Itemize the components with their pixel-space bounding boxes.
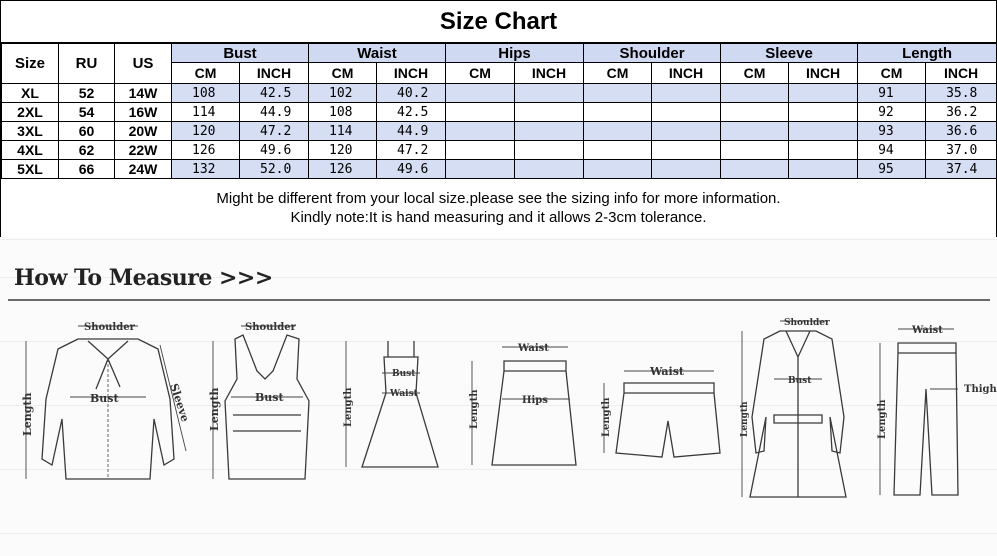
unit-cm: CM (446, 63, 515, 84)
unit-inch: INCH (515, 63, 584, 84)
cell-sleeve-in (789, 103, 858, 122)
cell-ru: 54 (59, 103, 115, 122)
shoulder-label: Shoulder (245, 322, 296, 333)
cell-bust-in: 44.9 (240, 103, 309, 122)
cell-shoulder-in (652, 122, 721, 141)
unit-inch: INCH (926, 63, 997, 84)
cell-bust-cm: 114 (172, 103, 240, 122)
cell-us: 22W (115, 141, 172, 160)
note-line: Might be different from your local size.please see the sizing info for more information. (216, 190, 781, 207)
cell-hips-in (515, 103, 584, 122)
header-hips: Hips (446, 44, 584, 63)
header-shoulder: Shoulder (584, 44, 721, 63)
cell-length-in: 37.0 (926, 141, 997, 160)
table-row (2, 103, 997, 122)
cell-hips-cm (446, 141, 515, 160)
shoulder-label: Shoulder (784, 318, 830, 328)
cell-size: XL (2, 84, 59, 103)
unit-cm: CM (172, 63, 240, 84)
bust-label: Bust (255, 391, 284, 404)
sleeve-label: Sleeve (167, 381, 192, 424)
cell-bust-in: 52.0 (240, 160, 309, 179)
cell-sleeve-cm (721, 122, 789, 141)
header-sleeve: Sleeve (721, 44, 858, 63)
cell-sleeve-cm (721, 141, 789, 160)
cell-shoulder-in (652, 141, 721, 160)
unit-inch: INCH (377, 63, 446, 84)
length-label: Length (877, 399, 888, 439)
cell-length-cm: 93 (858, 122, 926, 141)
waist-label: Waist (912, 325, 943, 336)
cell-waist-cm: 114 (309, 122, 377, 141)
length-label: Length (208, 387, 221, 431)
blouse-diagram (18, 319, 193, 489)
table-body (2, 84, 997, 179)
header-us: US (115, 44, 172, 84)
unit-cm: CM (309, 63, 377, 84)
cell-sleeve-cm (721, 103, 789, 122)
thigh-label: Thigh (964, 384, 997, 395)
unit-inch: INCH (240, 63, 309, 84)
cell-waist-in: 40.2 (377, 84, 446, 103)
cell-bust-cm: 108 (172, 84, 240, 103)
cell-length-cm: 95 (858, 160, 926, 179)
waist-label: Waist (518, 343, 549, 354)
cell-hips-cm (446, 122, 515, 141)
cell-shoulder-cm (584, 103, 652, 122)
table-row (2, 84, 997, 103)
cell-length-cm: 91 (858, 84, 926, 103)
hips-label: Hips (522, 395, 548, 406)
length-label: Length (740, 401, 750, 437)
unit-cm: CM (858, 63, 926, 84)
bust-label: Bust (788, 376, 812, 386)
cell-length-cm: 92 (858, 103, 926, 122)
cell-shoulder-cm (584, 160, 652, 179)
size-table (1, 43, 997, 179)
cell-hips-cm (446, 84, 515, 103)
cell-us: 14W (115, 84, 172, 103)
cell-size: 3XL (2, 122, 59, 141)
cell-waist-cm: 126 (309, 160, 377, 179)
cell-sleeve-cm (721, 160, 789, 179)
table-row (2, 122, 997, 141)
note-line: Kindly note:It is hand measuring and it allows 2-3cm tolerance. (290, 209, 707, 226)
header-ru: RU (59, 44, 115, 84)
cell-bust-cm: 120 (172, 122, 240, 141)
pants-diagram (868, 319, 997, 503)
dress-diagram (338, 335, 448, 485)
cell-sleeve-in (789, 160, 858, 179)
cell-shoulder-cm (584, 122, 652, 141)
cell-hips-cm (446, 160, 515, 179)
tank-top-diagram (205, 319, 330, 489)
cell-waist-cm: 108 (309, 103, 377, 122)
cell-hips-in (515, 141, 584, 160)
cell-shoulder-in (652, 84, 721, 103)
cell-size: 2XL (2, 103, 59, 122)
cell-hips-cm (446, 103, 515, 122)
cell-sleeve-in (789, 141, 858, 160)
cell-size: 4XL (2, 141, 59, 160)
cell-length-in: 37.4 (926, 160, 997, 179)
waist-label: Waist (390, 389, 418, 399)
cell-bust-in: 49.6 (240, 141, 309, 160)
length-label: Length (21, 392, 34, 436)
cell-length-in: 36.6 (926, 122, 997, 141)
chart-title: Size Chart (1, 1, 996, 43)
cell-shoulder-in (652, 160, 721, 179)
cell-shoulder-cm (584, 84, 652, 103)
cell-us: 24W (115, 160, 172, 179)
cell-length-cm: 94 (858, 141, 926, 160)
unit-cm: CM (721, 63, 789, 84)
length-label: Length (601, 397, 612, 437)
unit-inch: INCH (652, 63, 721, 84)
cell-waist-in: 42.5 (377, 103, 446, 122)
cell-shoulder-cm (584, 141, 652, 160)
table-row (2, 160, 997, 179)
cell-sleeve-in (789, 84, 858, 103)
cell-sleeve-in (789, 122, 858, 141)
header-waist: Waist (309, 44, 446, 63)
cell-waist-cm: 102 (309, 84, 377, 103)
length-label: Length (343, 387, 354, 427)
cell-bust-in: 42.5 (240, 84, 309, 103)
cell-hips-in (515, 122, 584, 141)
cell-bust-cm: 126 (172, 141, 240, 160)
measure-title: How To Measure >>> (14, 265, 273, 291)
shoulder-label: Shoulder (84, 322, 135, 333)
skirt-diagram (462, 337, 582, 477)
cell-hips-in (515, 160, 584, 179)
cell-sleeve-cm (721, 84, 789, 103)
how-to-measure-section (0, 237, 997, 556)
cell-ru: 60 (59, 122, 115, 141)
waist-label: Waist (650, 365, 684, 378)
bust-label: Bust (392, 369, 416, 379)
shorts-diagram (596, 357, 721, 467)
header-size: Size (2, 44, 59, 84)
cell-bust-in: 47.2 (240, 122, 309, 141)
table-row (2, 141, 997, 160)
cell-waist-in: 44.9 (377, 122, 446, 141)
cell-size: 5XL (2, 160, 59, 179)
cell-ru: 62 (59, 141, 115, 160)
cell-shoulder-in (652, 103, 721, 122)
cell-bust-cm: 132 (172, 160, 240, 179)
cell-waist-cm: 120 (309, 141, 377, 160)
length-label: Length (469, 389, 480, 429)
cell-ru: 66 (59, 160, 115, 179)
cell-hips-in (515, 84, 584, 103)
cell-length-in: 36.2 (926, 103, 997, 122)
cell-waist-in: 49.6 (377, 160, 446, 179)
cell-length-in: 35.8 (926, 84, 997, 103)
unit-inch: INCH (789, 63, 858, 84)
cell-ru: 52 (59, 84, 115, 103)
notes (1, 189, 996, 227)
bust-label: Bust (90, 392, 119, 405)
divider (8, 299, 990, 301)
size-chart (0, 0, 997, 238)
coat-diagram (736, 317, 858, 503)
cell-waist-in: 47.2 (377, 141, 446, 160)
header-bust: Bust (172, 44, 309, 63)
cell-us: 16W (115, 103, 172, 122)
cell-us: 20W (115, 122, 172, 141)
header-length: Length (858, 44, 997, 63)
unit-cm: CM (584, 63, 652, 84)
